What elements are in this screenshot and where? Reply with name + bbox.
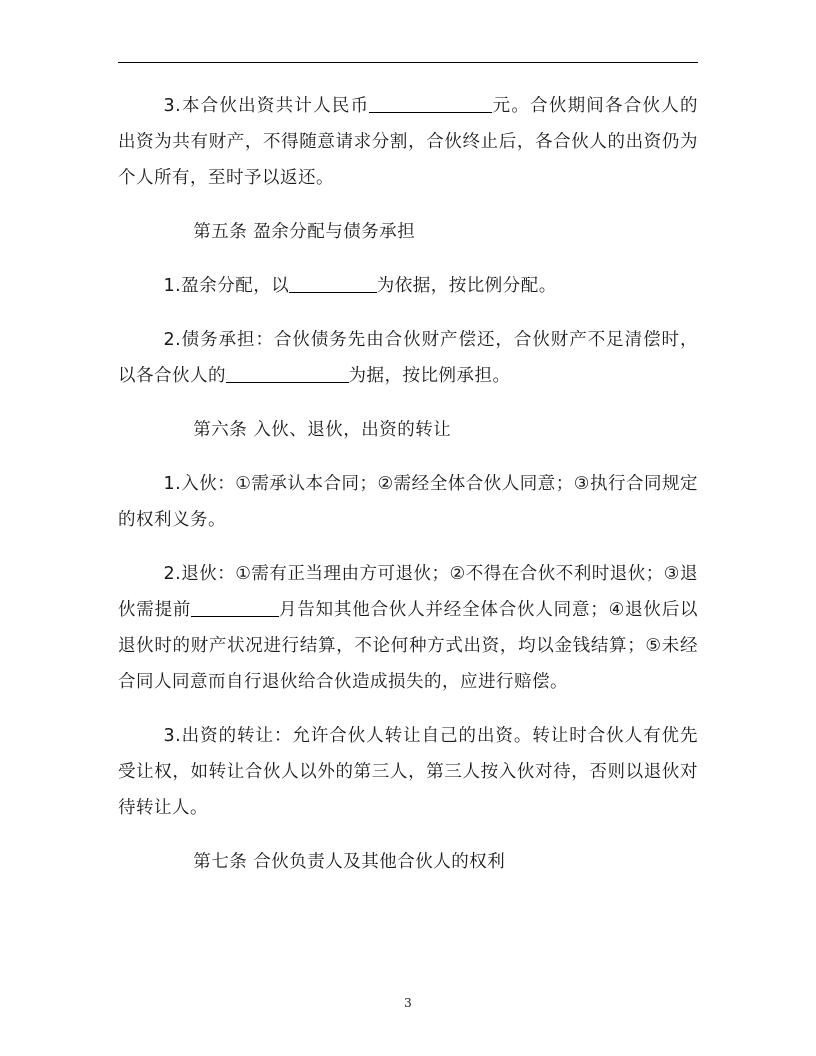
body-paragraph [118, 322, 698, 394]
fill-in-blank [226, 365, 349, 384]
fill-in-blank [289, 275, 377, 294]
paragraph-text: 元。合伙期间各合伙人的出资为共有财产，不得随意请求分割，合伙终止后，各合伙人的出资仍为个人所有，至时予以返还。 [118, 96, 699, 188]
paragraph-text: 为据，按比例承担。 [348, 366, 511, 386]
fill-in-blank [369, 95, 492, 114]
paragraph-text: 2.债务承担：合伙债务先由合伙财产偿还，合伙财产不足清偿时，以各合伙人的 [118, 330, 698, 386]
body-paragraph [118, 268, 698, 304]
paragraph-text: 3.本合伙出资共计人民币 [163, 96, 370, 116]
paragraph-text: 月告知其他合伙人并经全体合伙人同意；④退伙后以退伙时的财产状况进行结算，不论何种方式出资，均以金钱结算；⑤未经合同人同意而自行退伙给合伙造成损失的，应进行赔偿。 [118, 600, 699, 692]
paragraph-text: 2.退伙：①需有正当理由方可退伙；②不得在合伙不利时退伙；③退伙需提前 [118, 564, 698, 620]
section-heading: 第五条 盈余分配与债务承担 [193, 222, 416, 242]
body-paragraph [118, 718, 698, 826]
page-number: 3 [404, 996, 412, 1010]
paragraph-text: 1.入伙：①需承认本合同；②需经全体合伙人同意；③执行合同规定的权利义务。 [118, 474, 698, 530]
section-heading: 第六条 入伙、退伙，出资的转让 [193, 420, 452, 440]
paragraph-text: 3.出资的转让：允许合伙人转让自己的出资。转让时合伙人有优先受让权，如转让合伙人以外的第三人，第三人按入伙对待，否则以退伙对待转让人。 [118, 726, 698, 818]
body-paragraph [118, 556, 698, 700]
paragraph-text: 为依据，按比例分配。 [376, 276, 557, 296]
section-heading: 第七条 合伙负责人及其他合伙人的权利 [193, 852, 506, 872]
document-body [118, 88, 698, 898]
header-rule [118, 62, 698, 63]
body-paragraph [118, 88, 698, 196]
paragraph-text: 1.盈余分配，以 [163, 276, 290, 296]
body-paragraph [118, 466, 698, 538]
fill-in-blank [191, 599, 279, 618]
